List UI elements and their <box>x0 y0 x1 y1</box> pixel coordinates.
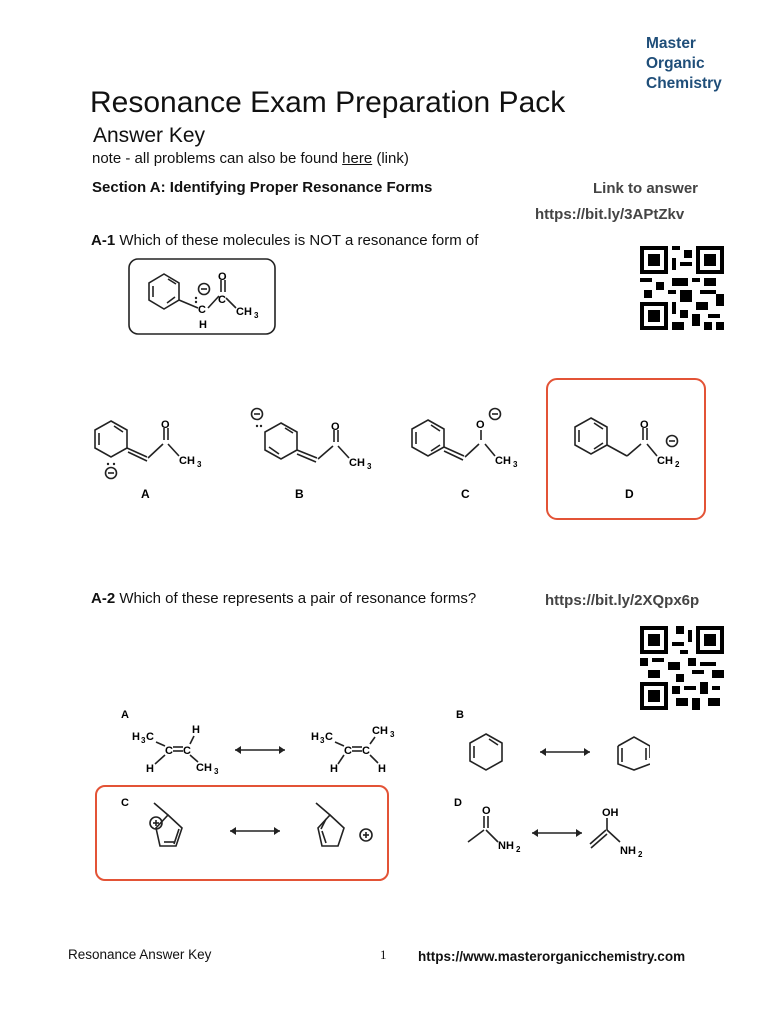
svg-text:2: 2 <box>638 850 643 859</box>
logo-line-chemistry: Chemistry <box>646 75 722 92</box>
note-suffix: (link) <box>372 150 409 167</box>
svg-text:CH: CH <box>372 725 388 737</box>
section-a-heading: Section A: Identifying Proper Resonance Forms <box>92 179 433 196</box>
a1-choice-c-structure <box>412 409 501 461</box>
svg-text:H: H <box>378 763 386 775</box>
svg-text:C: C <box>325 731 333 743</box>
svg-text:3: 3 <box>513 460 518 469</box>
a1-choice-a-label: A <box>141 487 150 501</box>
question-a1-text: Which of these molecules is NOT a resonance form of <box>115 232 479 249</box>
a2-choices <box>90 700 650 890</box>
svg-text:3: 3 <box>390 730 395 739</box>
svg-text:3: 3 <box>141 736 146 745</box>
logo-line-organic: Organic <box>646 55 705 72</box>
svg-text:CH: CH <box>495 455 511 467</box>
qr-code-2[interactable] <box>640 626 724 710</box>
svg-text:O: O <box>476 419 485 431</box>
svg-text:O: O <box>640 419 649 431</box>
svg-text:OH: OH <box>602 807 619 819</box>
note-here-link[interactable]: here <box>342 150 373 167</box>
a1-choices <box>85 376 715 526</box>
logo-line-master: Master <box>646 35 696 52</box>
svg-text:NH: NH <box>498 840 514 852</box>
question-a1 <box>91 232 478 249</box>
a1-choice-c-label: C <box>461 487 470 501</box>
footer-url[interactable]: https://www.masterorganicchemistry.com <box>418 949 686 964</box>
page-subtitle: Answer Key <box>93 124 206 147</box>
question-a2-text: Which of these represents a pair of resonance forms? <box>115 590 477 607</box>
a2-choice-c-label: C <box>121 797 129 809</box>
svg-text:C: C <box>183 745 191 757</box>
svg-text:2: 2 <box>516 845 521 854</box>
svg-text:C: C <box>165 745 173 757</box>
logo <box>646 34 722 94</box>
a1-choice-b-label: B <box>295 487 304 501</box>
svg-text:H: H <box>192 724 200 736</box>
a1-reference-molecule <box>128 258 278 336</box>
svg-text:H: H <box>199 319 207 331</box>
svg-text:H: H <box>311 731 319 743</box>
note-prefix: note - all problems can also be found <box>92 150 343 167</box>
page-title: Resonance Exam Preparation Pack <box>90 86 566 119</box>
question-a2-number: A-2 <box>91 590 116 607</box>
note-line <box>92 150 409 167</box>
page-number: 1 <box>380 947 387 962</box>
a2-choice-b-label: B <box>456 709 464 721</box>
svg-text:H: H <box>330 763 338 775</box>
answer-url-1[interactable]: https://bit.ly/3APtZkv <box>535 206 685 223</box>
svg-text:CH: CH <box>179 455 195 467</box>
svg-text:2: 2 <box>675 460 680 469</box>
svg-text:H: H <box>146 763 154 775</box>
svg-text:CH: CH <box>349 457 365 469</box>
a2-choice-a-structure <box>132 724 219 776</box>
svg-text:3: 3 <box>197 460 202 469</box>
svg-text:3: 3 <box>254 311 259 320</box>
a2-choice-d-structure <box>468 816 620 848</box>
svg-text:H: H <box>132 731 140 743</box>
svg-text:3: 3 <box>214 767 219 776</box>
question-a1-number: A-1 <box>91 232 116 249</box>
svg-text:O: O <box>482 805 491 817</box>
svg-text:C: C <box>362 745 370 757</box>
a2-choice-b-structure <box>470 734 650 770</box>
a2-choice-c-structure <box>150 803 372 846</box>
qr-code-1[interactable] <box>640 246 724 330</box>
svg-text:3: 3 <box>320 736 325 745</box>
svg-text:C: C <box>146 731 154 743</box>
svg-text:O: O <box>331 421 340 433</box>
svg-text:C: C <box>198 304 206 316</box>
link-to-answer-label: Link to answer <box>593 180 699 197</box>
a1-choice-d-structure <box>575 418 678 456</box>
svg-text:O: O <box>161 419 170 431</box>
a2-choice-a-label: A <box>121 709 129 721</box>
a2-choice-d-label: D <box>454 797 462 809</box>
svg-text:CH: CH <box>196 762 212 774</box>
svg-text:3: 3 <box>367 462 372 471</box>
svg-text:C: C <box>218 294 226 306</box>
footer-title: Resonance Answer Key <box>68 947 212 962</box>
svg-text:CH: CH <box>236 306 252 318</box>
a2-answer-box <box>96 786 388 880</box>
svg-text:O: O <box>218 271 227 283</box>
a1-choice-d-label: D <box>625 487 634 501</box>
svg-text:CH: CH <box>657 455 673 467</box>
a1-choice-b-structure <box>252 409 350 463</box>
svg-text:C: C <box>344 745 352 757</box>
svg-text:NH: NH <box>620 845 636 857</box>
question-a2 <box>91 590 476 607</box>
answer-url-2[interactable]: https://bit.ly/2XQpx6p <box>545 592 700 609</box>
